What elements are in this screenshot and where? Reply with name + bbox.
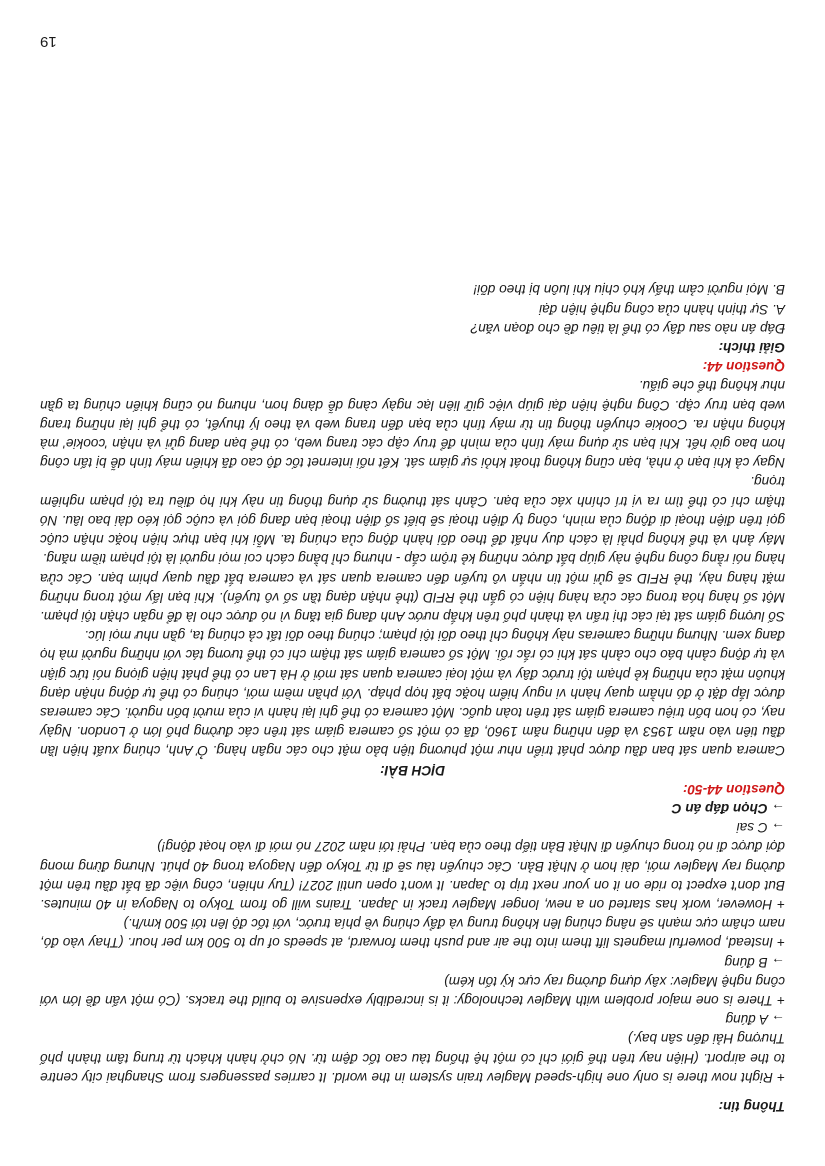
page-number: 19 <box>40 33 57 51</box>
verdict-b: → B đúng <box>724 954 785 970</box>
dich-bai-heading: DỊCH BÀI: <box>380 762 445 778</box>
giai-thich-heading: Giải thích: <box>718 340 785 356</box>
verdict-a: → A đúng <box>725 1012 785 1028</box>
verdict-c: → C sai <box>736 820 785 836</box>
info-item: + Right now there is only one high-speed Maglev train system in the world. It carries passengers from Shanghai city centre to the airport. (Hiện nay trên thế giới chỉ có một hệ thống tàu cao tốc đệm từ. Nó chở hành khách từ trung tâm thành phố Thượng Hải đến sân bay.) <box>40 1031 785 1085</box>
translation-paragraph: Ngay cả khi bạn ở nhà, bạn cũng không thoát khỏi sự giám sát. Kết nối internet tốc độ cao đã khiến máy tính dễ bị tấn công hơn bao giờ hết. Khi bạn sử dụng máy tính của mình để truy cập các trang web, có thể bạn đang gửi và nhận 'cookie' mà không nhận ra. Cookie chuyển thông tin từ máy tính của bạn đến trang web và theo lý thuyết, có thể ghi lại những trang web bạn truy cập. Công nghệ hiện đại giúp việc giữ liên lạc ngày càng dễ dàng hơn, nhưng nó cũng khiến chúng ta gần như không thể che giấu. <box>40 378 785 471</box>
option-b: B. Mọi người cảm thấy khó chịu khi luôn bị theo dõi! <box>473 282 785 298</box>
question-range-heading: Question 44-50: <box>683 781 785 797</box>
thong-tin-heading: Thông tin: <box>718 1099 785 1114</box>
info-item: + However, work has started on a new, longer Maglev track in Japan. Trains will go from Tokyo to Nagoya in 40 minutes. But don't expect to ride on it on your next trip to Japan. It won't open until 2027! (Tuy nhiên, công việc đã bắt đầu trên một đường ray Maglev mới, dài hơn ở Nhật Bản. Các chuyến tàu sẽ đi từ Tokyo đến Nagoya trong 40 phút. Nhưng đừng mong đợi được đi nó trong chuyến đi Nhật Bản tiếp theo của bạn. Phải tới năm 2027 nó mới đi vào hoạt động!) <box>40 839 785 912</box>
info-item: + There is one major problem with Maglev technology: it is incredibly expensive to build the tracks. (Có một vấn đề lớn với công nghệ Maglev: xây dựng đường ray cực kỳ tốn kém) <box>40 973 785 1008</box>
info-item: + Instead, powerful magnets lift them into the air and push them forward, at speeds of up to 500 km per hour. (Thay vào đó, nam châm cực mạnh sẽ nâng chúng lên không trung và đẩy chúng về phía trước, với tốc độ lên tới 500 km/h.) <box>40 916 785 951</box>
question-44-heading: Question 44: <box>702 359 785 375</box>
translation-paragraph: Số lượng giám sát tại các thị trấn và thành phố trên khắp nước Anh đang gia tăng vì nó được cho là để ngăn chặn tội phạm. Một số hàng hóa trong các cửa hàng hiện có gắn thẻ RFID (thẻ nhận dạng tần số vô tuyến). Khi bạn lấy một trong những mặt hàng này, thẻ RFID sẽ gửi một tin nhắn vô tuyến đến camera quan sát và camera bắt đầu quay phim bạn. Các cửa hàng nói rằng công nghệ này giúp bắt được những kẻ trộm cắp - nhưng chỉ bằng cách coi mọi người là tội phạm tiềm năng. <box>40 551 785 624</box>
answer-line: → Chọn đáp án C <box>671 800 785 816</box>
translation-paragraph: Máy ảnh và thể không phải là cách duy nhất để theo dõi hành động của chúng ta. Mỗi khi bạn thực hiện hoặc nhận cuộc gọi trên điện thoại di động của mình, công ty điện thoại sẽ biết số điện thoại bạn đang gọi và cuộc gọi kéo dài bao lâu. Nó thậm chí có thể tìm ra vị trí chính xác của bạn. Cảnh sát thường sử dụng thông tin này khi họ điều tra tội phạm nghiêm trọng. <box>40 474 785 548</box>
option-a: A. Sự thịnh hành của công nghệ hiện đại <box>539 301 785 317</box>
question-prompt: Đáp án nào sau đây có thể là tiêu đề cho đoạn văn? <box>470 320 785 336</box>
translation-paragraph: Camera quan sát ban đầu được phát triển như một phương tiện bảo mật cho các ngân hàng. Ở Anh, chúng xuất hiện lần đầu tiên vào năm 1953 và đến những năm 1960, đã có một số camera giám sát trên các đường phố lớn ở London. Ngày nay, có hơn bốn triệu camera giám sát trên toàn quốc. Một camera có thể ghi lại hành vi của mười bốn người. Các cameras được lắp đặt ở đó nhằm quay hành vi nguy hiểm hoặc bất hợp pháp. Với phần mềm mới, chúng có thể tự động nhận dạng khuôn mặt của những kẻ phạm tội trước đây và một loại camera quan sát mới ở Hà Lan có thể phát hiện giọng nói tức giận và tự động cảnh báo cho cảnh sát khi có rắc rối. Một số camera giám sát thậm chí có thể tương tác với những người mà họ đang xem. Nhưng những cameras này không chỉ theo dõi tội phạm; chúng theo dõi tất cả chúng ta, gần như mọi lúc. <box>40 628 785 759</box>
